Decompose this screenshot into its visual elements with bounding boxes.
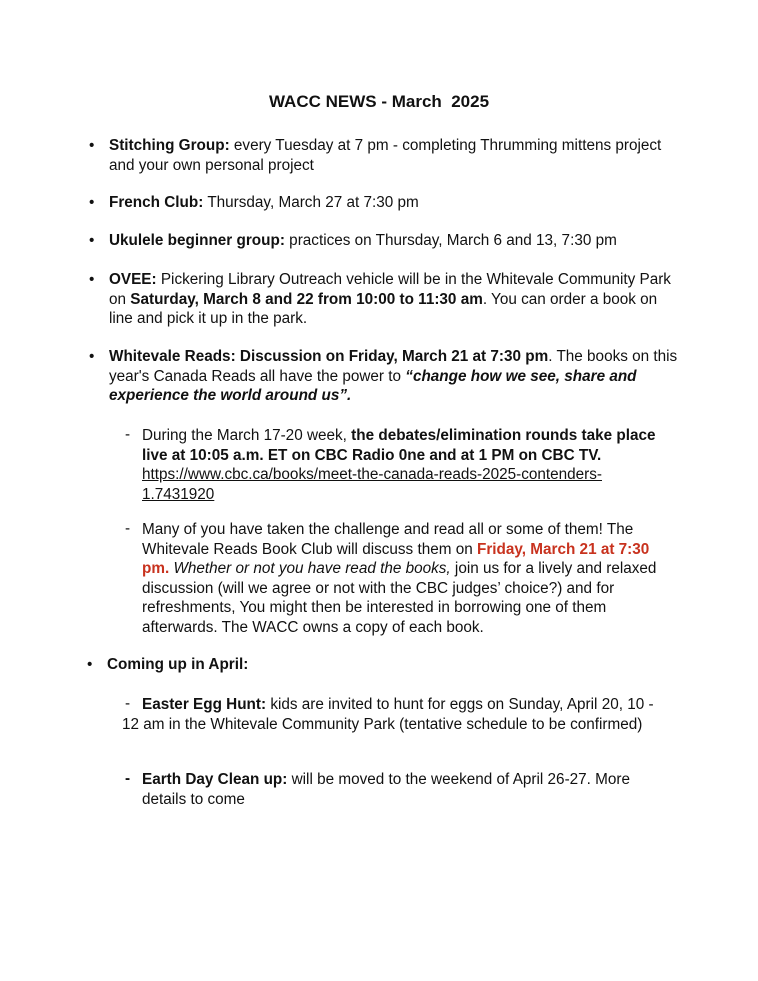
challenge-text: Many of you have taken the challenge and read all or some of them! The Whitevale Reads Book Club will discuss them on [142, 521, 634, 558]
reads-text: . The books on this year's Canada Reads all have the power to [109, 348, 678, 385]
dash: - [125, 520, 131, 537]
ovee-dates: Saturday, March 8 and 22 from 10:00 to 11:30 am [130, 290, 483, 308]
dash: - [125, 770, 131, 787]
easter-text: kids are invited to hunt for eggs on Sunday, April 20, 10 - 12 am in the Whitevale Community Park (tentative schedule to be confirmed) [122, 696, 654, 733]
debates-schedule: the debates/elimination rounds take place live at 10:05 a.m. ET on CBC Radio 0ne and at 1 PM on CBC TV. [142, 427, 656, 464]
sub-item-debates [125, 426, 662, 504]
ukulele-label: Ukulele beginner group: [109, 232, 285, 249]
list-item-ovee [89, 270, 679, 329]
sub-item-challenge [125, 520, 677, 638]
cbc-link[interactable]: https://www.cbc.ca/books/meet-the-canada-reads-2025-contenders-1.7431920 [142, 466, 602, 503]
list-item-french-club [89, 193, 679, 213]
easter-label: Easter Egg Hunt: [142, 696, 267, 713]
ovee-text: Pickering Library Outreach vehicle will be in the Whitevale Community Park on [109, 271, 671, 308]
stitching-text: every Tuesday at 7 pm - completing Thrumming mittens project and your own personal project [109, 137, 662, 174]
earth-text: will be moved to the weekend of April 26-27. More details to come [142, 771, 631, 808]
list-item-whitevale-reads [89, 347, 679, 406]
ovee-text-end: . You can order a book on line and pick it up in the park. [109, 290, 658, 328]
list-item-stitching-group [89, 136, 679, 175]
page-title: WACC NEWS - March 2025 [268, 92, 490, 111]
sub-item-earth-day [125, 770, 667, 809]
dash: - [125, 426, 131, 443]
april-label: Coming up in April: [107, 656, 249, 673]
bullet: • [89, 232, 95, 249]
reads-quote: “change how we see, share and experience the world around us”. [109, 367, 637, 405]
bullet: • [89, 271, 95, 288]
earth-label: Earth Day Clean up: [142, 771, 288, 788]
challenge-italic: Whether or not you have read the books, [173, 560, 451, 578]
list-item-coming-up-april [87, 655, 677, 675]
challenge-text-end: join us for a lively and relaxed discussion (will we agree or not with the CBC judges’ choice?) and for refreshments, You might then be interested in borrowing one of them afterwards. The WACC owns a copy of each book. [142, 560, 657, 636]
challenge-date: Friday, March 21 at 7:30 pm. [142, 540, 650, 578]
reads-label: Whitevale Reads: Discussion on Friday, March 21 at 7:30 pm [109, 348, 549, 365]
list-item-ukulele [89, 231, 679, 251]
stitching-label: Stitching Group: [109, 137, 230, 154]
sub-item-easter-egg-hunt [122, 695, 667, 734]
ovee-label: OVEE: [109, 271, 157, 288]
dash: - [125, 695, 131, 712]
french-label: French Club: [109, 194, 204, 211]
ukulele-text: practices on Thursday, March 6 and 13, 7:30 pm [284, 232, 617, 249]
debates-text: During the March 17-20 week, [142, 427, 352, 444]
french-text: Thursday, March 27 at 7:30 pm [203, 194, 419, 211]
bullet: • [89, 348, 95, 365]
bullet: • [89, 194, 95, 211]
bullet: • [87, 656, 93, 673]
bullet: • [89, 137, 95, 154]
